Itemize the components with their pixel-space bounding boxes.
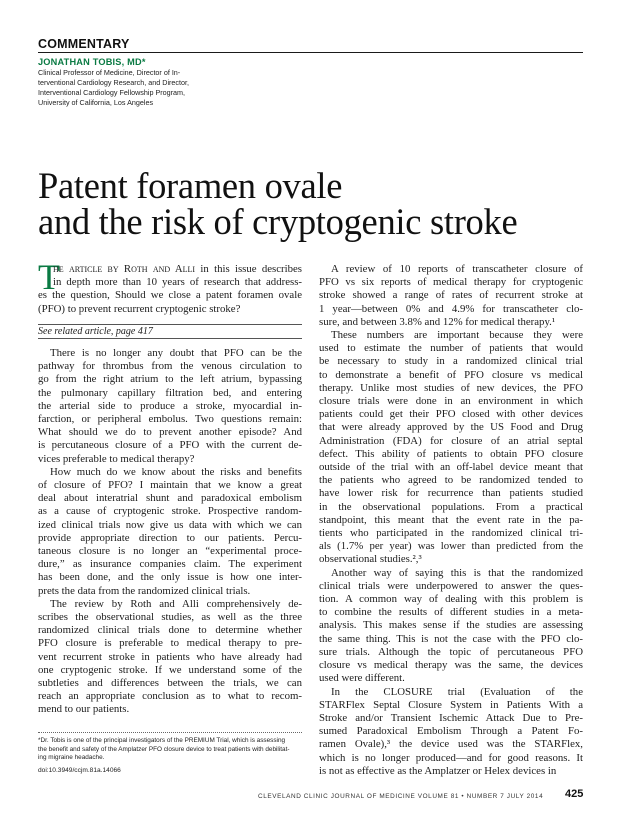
text-line: als (1.7% per year) was lower than predicted from the <box>319 540 583 553</box>
text-line: sure, and between 3.8% and 12% for medical therapy.¹ <box>319 315 556 328</box>
text-line: 1 year—between 0% and 4.9% for transcatheter clo- <box>319 302 583 315</box>
text-line: sure trials. Although the topic of percutaneous PFO <box>319 645 583 658</box>
affiliation-line: University of California, Los Angeles <box>38 98 154 107</box>
text-line: the pulmonary capillary filtration bed, and entering <box>38 386 302 399</box>
text-line: defect. This ability of patients to obtain PFO closure <box>319 447 583 460</box>
text-line: in the observational populations. From a practical <box>319 500 583 513</box>
lead-smallcaps: he article by Roth and Alli <box>53 263 196 275</box>
running-footer: CLEVELAND CLINIC JOURNAL OF MEDICINE VOLUME 81 • NUMBER 7 JULY 2014 <box>258 793 544 800</box>
text-line: A review of 10 reports of transcatheter closure of <box>331 263 583 275</box>
text-line: randomized clinical trials done to determine whether <box>38 624 302 637</box>
left-column-body <box>38 347 302 717</box>
text-line: the arterial side to produce a stroke, myocardial in- <box>38 399 302 412</box>
right-column-body <box>319 263 583 778</box>
text-line: ized clinical trials now give us data with which we can <box>38 518 302 531</box>
text-line: taneous closure is no longer an “experimental proce- <box>38 545 302 558</box>
affiliation-line: terventional Cardiology Research, and Director, <box>38 78 190 87</box>
text-line: farction, or peripheral embolus. Two questions remain: <box>38 413 302 426</box>
text-line: used to estimate the number of patients that would <box>319 342 583 355</box>
text-line: is percutaneous closure of a PFO with the current de- <box>38 439 302 452</box>
lead-line: (PFO) to prevent recurrent cryptogenic stroke? <box>38 302 241 315</box>
text-line: tion. A common way of dealing with this problem is <box>319 593 583 606</box>
text-line: Another way of saying this is that the randomized <box>331 566 583 579</box>
text-line: The review by Roth and Alli comprehensively de- <box>50 597 302 610</box>
text-line: have lower risk for recurrence than patients studied <box>319 487 583 500</box>
text-line: one cryptogenic stroke. If we understand some of the <box>38 663 302 676</box>
drop-cap: T <box>38 257 60 297</box>
footnote-line: ing migraine headache. <box>38 754 105 762</box>
text-line: sumed Paradoxical Embolism Through a Patent Fo- <box>319 725 583 738</box>
text-line: ramen Ovale),³ the device used was the STARFlex, <box>319 738 583 751</box>
text-line: There is no longer any doubt that PFO can be the <box>50 347 302 359</box>
text-line: prets the data from the randomized clinical trials. <box>38 584 251 597</box>
text-line: therapy. Unlike most studies of new devices, the PFO <box>319 381 583 394</box>
text-line: PFO closure is preferable to medical therapy to pre- <box>38 637 302 650</box>
doi: doi:10.3949/ccjm.81a.14066 <box>38 767 121 774</box>
text-line: PFO vs six reports of medical therapy for cryptogenic <box>319 276 583 289</box>
text-line: which is no longer produced—and for good reasons. It <box>319 751 583 764</box>
text-line: subtleties and differences between the trials, we can <box>38 677 302 690</box>
text-line: go from the right atrium to the left atrium, bypassing <box>38 373 302 386</box>
text-line: standpoint, this meant that the event rate in the pa- <box>319 513 583 526</box>
text-line: of closure of PFO? I maintain that we know a great <box>38 479 302 492</box>
lead-paragraph <box>38 257 302 316</box>
author-affiliation <box>38 68 189 108</box>
text-line: tients who participated in the randomized clinical tri- <box>319 527 583 540</box>
text-line: patients could get their PFO closed with other devices <box>319 408 583 421</box>
text-line: mend to our patients. <box>38 703 130 716</box>
text-line: pathway for thrombus from the venous circulation to <box>38 360 302 373</box>
text-line: closure vs medical therapy was the same, the devices <box>319 659 583 672</box>
text-line: reach an appropriate conclusion as to what to recom- <box>38 690 302 703</box>
text-line: analysis. This makes sense if the studies are assessing <box>319 619 583 632</box>
text-line: What should we do to prevent another episode? And <box>38 426 302 439</box>
text-line: outside of the trial with an off-label device meant that <box>319 461 583 474</box>
text-line: dure,” as insurance companies claim. The experiment <box>38 558 302 571</box>
footnote-line: *Dr. Tobis is one of the principal investigators of the PREMIUM Trial, which is assessing <box>38 737 286 744</box>
text-line: vices preferable to medical therapy? <box>38 452 195 465</box>
lead-first-line <box>38 263 302 276</box>
text-line: stroke showed a range of rates of recurrent stroke at <box>319 289 583 302</box>
text-line: has been done, and the only issue is how one inter- <box>38 571 302 584</box>
text-line: clinical trials were underpowered to answer the ques- <box>319 579 583 592</box>
footnote-divider <box>38 732 302 733</box>
text-line: as a cause of cryptogenic stroke. Prospective random- <box>38 505 302 518</box>
text-line: Administration (FDA) for closure of an atrial septal <box>319 434 583 447</box>
lead-first-rest: in this issue describes <box>195 263 302 275</box>
text-line: is not as effective as the Amplatzer or Helex devices in <box>319 764 557 777</box>
text-line: Stroke and/or Transient Ischemic Attack Due to Pre- <box>319 711 583 724</box>
text-line: In the CLOSURE trial (Evaluation of the <box>331 685 583 698</box>
text-line: STARFlex Septal Closure System in Patients With a <box>319 698 583 711</box>
text-line: vent recurrent stroke in patients who have already had <box>38 650 302 663</box>
affiliation-line: Clinical Professor of Medicine, Director of In- <box>38 68 181 77</box>
text-line: to demonstrate a benefit of PFO closure vs medical <box>319 368 583 381</box>
title-line: Patent foramen ovale <box>38 165 343 206</box>
footnote-line: the benefit and safety of the Amplatzer PFO closure device to treat patients with debilitat- <box>38 745 290 753</box>
article-title <box>38 165 518 242</box>
page-number: 425 <box>565 788 584 800</box>
footnote <box>38 737 304 763</box>
title-line: and the risk of cryptogenic stroke <box>38 201 518 242</box>
text-line: provide appropriate direction to our patients. Percu- <box>38 531 302 544</box>
lead-line: in depth more than 10 years of research that address- <box>53 276 302 289</box>
text-line: the same thing. This is not the case with the PFO clo- <box>319 632 583 645</box>
text-line: deal about interatrial shunt and paradoxical embolism <box>38 492 302 505</box>
text-line: the patients who agreed to be randomized tended to <box>319 474 583 487</box>
text-line: How much do we know about the risks and benefits <box>50 465 302 478</box>
text-line: observational studies.²,³ <box>319 553 422 566</box>
text-line: closure trials were done in an environment in which <box>319 395 583 408</box>
lead-line: es the question, Should we close a patent foramen ovale <box>38 289 302 302</box>
section-label: COMMENTARY <box>38 37 583 53</box>
text-line: scribes the observational studies, as well as the three <box>38 611 302 624</box>
text-line: These numbers are important because they were <box>331 329 583 342</box>
text-line: to combine the results of different studies in a meta- <box>319 606 583 619</box>
see-related-article: See related article, page 417 <box>38 324 302 337</box>
affiliation-line: Interventional Cardiology Fellowship Program, <box>38 88 186 97</box>
text-line: be necessary to study in a randomized clinical trial <box>319 355 583 368</box>
text-line: used were different. <box>319 672 405 685</box>
author-name: JONATHAN TOBIS, MD* <box>38 57 146 67</box>
text-line: that were already approved by the US Food and Drug <box>319 421 583 434</box>
related-divider <box>38 338 302 339</box>
